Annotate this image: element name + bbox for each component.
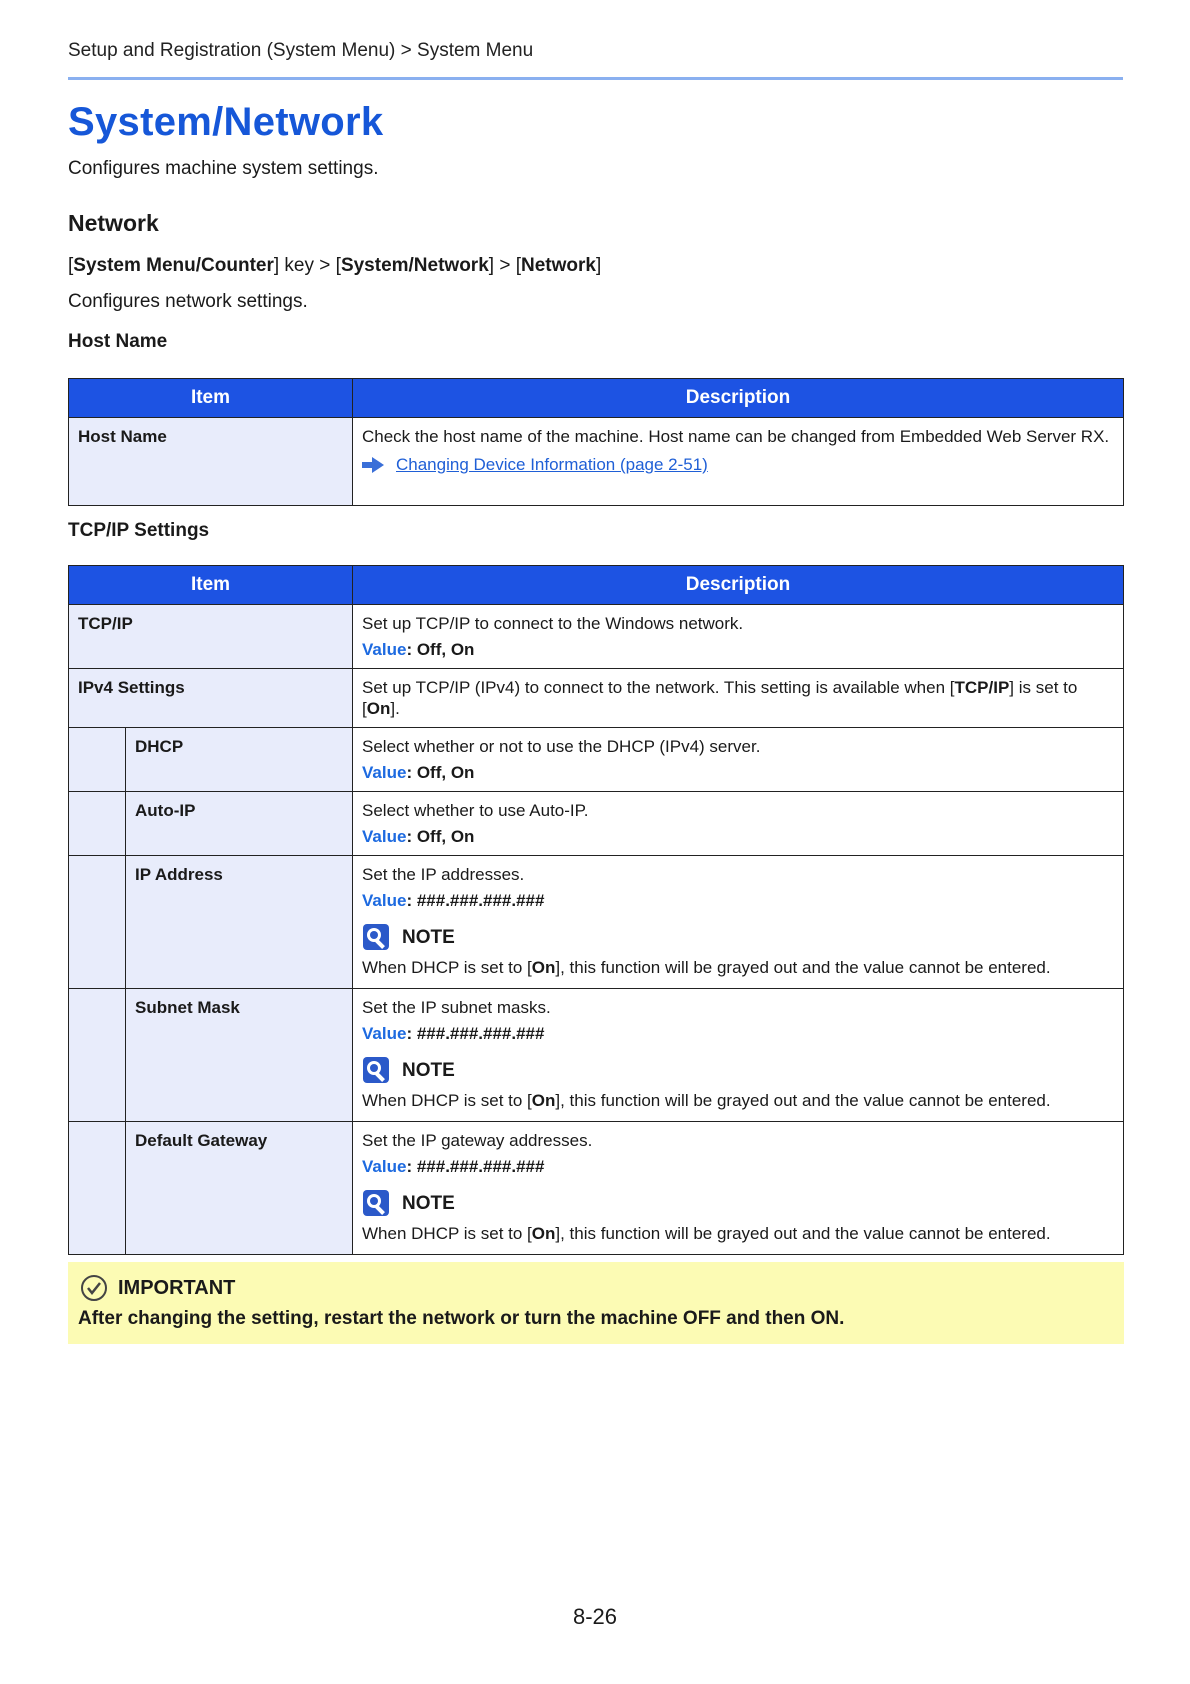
description-cell xyxy=(353,856,1124,989)
section-title-network: Network xyxy=(68,210,159,236)
section-description: Configures network settings. xyxy=(68,291,308,312)
menu-path-open: [ xyxy=(68,255,74,276)
tcpip-table xyxy=(68,565,1124,1255)
note-part: When DHCP is set to [ xyxy=(362,1091,532,1110)
important-text: After changing the setting, restart the network or turn the machine OFF and then ON. xyxy=(78,1308,845,1329)
value-options: Off, On xyxy=(416,763,475,782)
note-heading xyxy=(362,923,1114,951)
note-label: NOTE xyxy=(402,926,455,948)
note-part: ], this function will be grayed out and the value cannot be entered. xyxy=(555,1091,1051,1110)
item-cell: TCP/IP xyxy=(69,605,353,669)
item-cell: IP Address xyxy=(126,856,353,989)
table-row xyxy=(69,728,1124,792)
desc-part: ]. xyxy=(390,699,400,718)
description-cell xyxy=(353,418,1124,506)
description-text: Set the IP addresses. xyxy=(362,865,525,884)
note-part: When DHCP is set to [ xyxy=(362,1224,532,1243)
description-cell xyxy=(353,989,1124,1122)
menu-path-key-network: Network xyxy=(521,255,596,276)
menu-path-sep1: ] key > [ xyxy=(273,255,341,276)
table-row xyxy=(69,605,1124,669)
value-colon: : xyxy=(406,1024,417,1043)
cross-reference[interactable] xyxy=(362,454,1114,475)
note-icon xyxy=(362,1056,390,1084)
header-rule xyxy=(68,77,1123,80)
value-label: Value xyxy=(362,640,407,659)
item-cell: Default Gateway xyxy=(126,1122,353,1255)
note-text xyxy=(362,1223,1114,1244)
description-text: Select whether to use Auto-IP. xyxy=(362,801,589,820)
value-label: Value xyxy=(362,827,407,846)
running-head: Setup and Registration (System Menu) > System Menu xyxy=(68,40,534,61)
note-label: NOTE xyxy=(402,1192,455,1214)
column-header-item: Item xyxy=(69,379,353,418)
table-row xyxy=(69,792,1124,856)
note-icon xyxy=(362,923,390,951)
desc-key: TCP/IP xyxy=(954,678,1010,697)
checkmark-circle-icon xyxy=(80,1274,108,1302)
menu-path-key-system-menu: System Menu/Counter xyxy=(73,255,274,276)
host-name-table xyxy=(68,378,1124,506)
value-line xyxy=(362,1023,1114,1044)
table-row xyxy=(69,989,1124,1122)
arrow-right-icon xyxy=(362,457,384,473)
value-colon: : xyxy=(406,763,417,782)
value-format: ###.###.###.### xyxy=(416,1024,545,1043)
table-row xyxy=(69,669,1124,728)
value-options: Off, On xyxy=(416,827,475,846)
indent-cell xyxy=(69,728,126,792)
item-cell: DHCP xyxy=(126,728,353,792)
note-part: ], this function will be grayed out and the value cannot be entered. xyxy=(555,958,1051,977)
value-label: Value xyxy=(362,1024,407,1043)
description-cell xyxy=(353,792,1124,856)
value-line xyxy=(362,639,1114,660)
note-heading xyxy=(362,1189,1114,1217)
description-text: Check the host name of the machine. Host name can be changed from Embedded Web Server RX. xyxy=(362,427,1110,446)
column-header-description: Description xyxy=(353,566,1124,605)
value-options: Off, On xyxy=(416,640,475,659)
item-cell: Host Name xyxy=(69,418,353,506)
column-header-description: Description xyxy=(353,379,1124,418)
item-cell: IPv4 Settings xyxy=(69,669,353,728)
column-header-item: Item xyxy=(69,566,353,605)
description-cell xyxy=(353,605,1124,669)
indent-cell xyxy=(69,989,126,1122)
indent-cell xyxy=(69,1122,126,1255)
chapter-intro: Configures machine system settings. xyxy=(68,158,379,179)
chapter-title: System/Network xyxy=(68,100,384,144)
value-label: Value xyxy=(362,763,407,782)
menu-path-key-system-network: System/Network xyxy=(340,255,489,276)
note-part: ], this function will be grayed out and the value cannot be entered. xyxy=(555,1224,1051,1243)
important-heading xyxy=(80,1274,235,1302)
value-label: Value xyxy=(362,891,407,910)
value-line xyxy=(362,826,1114,847)
cross-reference-link[interactable]: Changing Device Information (page 2-51) xyxy=(396,455,708,474)
menu-path-sep2: ] > [ xyxy=(488,255,521,276)
note-key: On xyxy=(531,958,556,977)
note-part: When DHCP is set to [ xyxy=(362,958,532,977)
note-key: On xyxy=(531,1224,556,1243)
note-key: On xyxy=(531,1091,556,1110)
description-text: Set up TCP/IP to connect to the Windows network. xyxy=(362,614,744,633)
note-heading xyxy=(362,1056,1114,1084)
note-text xyxy=(362,957,1114,978)
description-text: Set the IP subnet masks. xyxy=(362,998,551,1017)
table-row xyxy=(69,1122,1124,1255)
indent-cell xyxy=(69,792,126,856)
value-line xyxy=(362,1156,1114,1177)
note-label: NOTE xyxy=(402,1059,455,1081)
note-text xyxy=(362,1090,1114,1111)
table-row xyxy=(69,856,1124,989)
value-line xyxy=(362,890,1114,911)
table-header-row xyxy=(69,379,1124,418)
table-row xyxy=(69,418,1124,506)
menu-path-close: ] xyxy=(595,255,602,276)
description-cell xyxy=(353,728,1124,792)
subsection-title-tcpip: TCP/IP Settings xyxy=(68,520,210,541)
indent-cell xyxy=(69,856,126,989)
description-text: Set the IP gateway addresses. xyxy=(362,1131,593,1150)
value-colon: : xyxy=(406,891,417,910)
item-cell: Auto-IP xyxy=(126,792,353,856)
important-box xyxy=(68,1262,1124,1344)
value-colon: : xyxy=(406,827,417,846)
note-icon xyxy=(362,1189,390,1217)
value-colon: : xyxy=(406,640,417,659)
value-format: ###.###.###.### xyxy=(416,891,545,910)
menu-path xyxy=(68,255,601,277)
desc-part: ] is set to [ xyxy=(362,678,1078,718)
value-label: Value xyxy=(362,1157,407,1176)
table-header-row xyxy=(69,566,1124,605)
subsection-title-host-name: Host Name xyxy=(68,331,168,352)
important-label: IMPORTANT xyxy=(118,1276,236,1299)
item-cell: Subnet Mask xyxy=(126,989,353,1122)
value-colon: : xyxy=(406,1157,417,1176)
description-cell xyxy=(353,1122,1124,1255)
description-cell xyxy=(353,669,1124,728)
value-line xyxy=(362,762,1114,783)
desc-key: On xyxy=(366,699,391,718)
page-number: 8-26 xyxy=(572,1604,618,1629)
value-format: ###.###.###.### xyxy=(416,1157,545,1176)
desc-part: Set up TCP/IP (IPv4) to connect to the network. This setting is available when [ xyxy=(362,678,955,697)
description-text: Select whether or not to use the DHCP (IPv4) server. xyxy=(362,737,761,756)
